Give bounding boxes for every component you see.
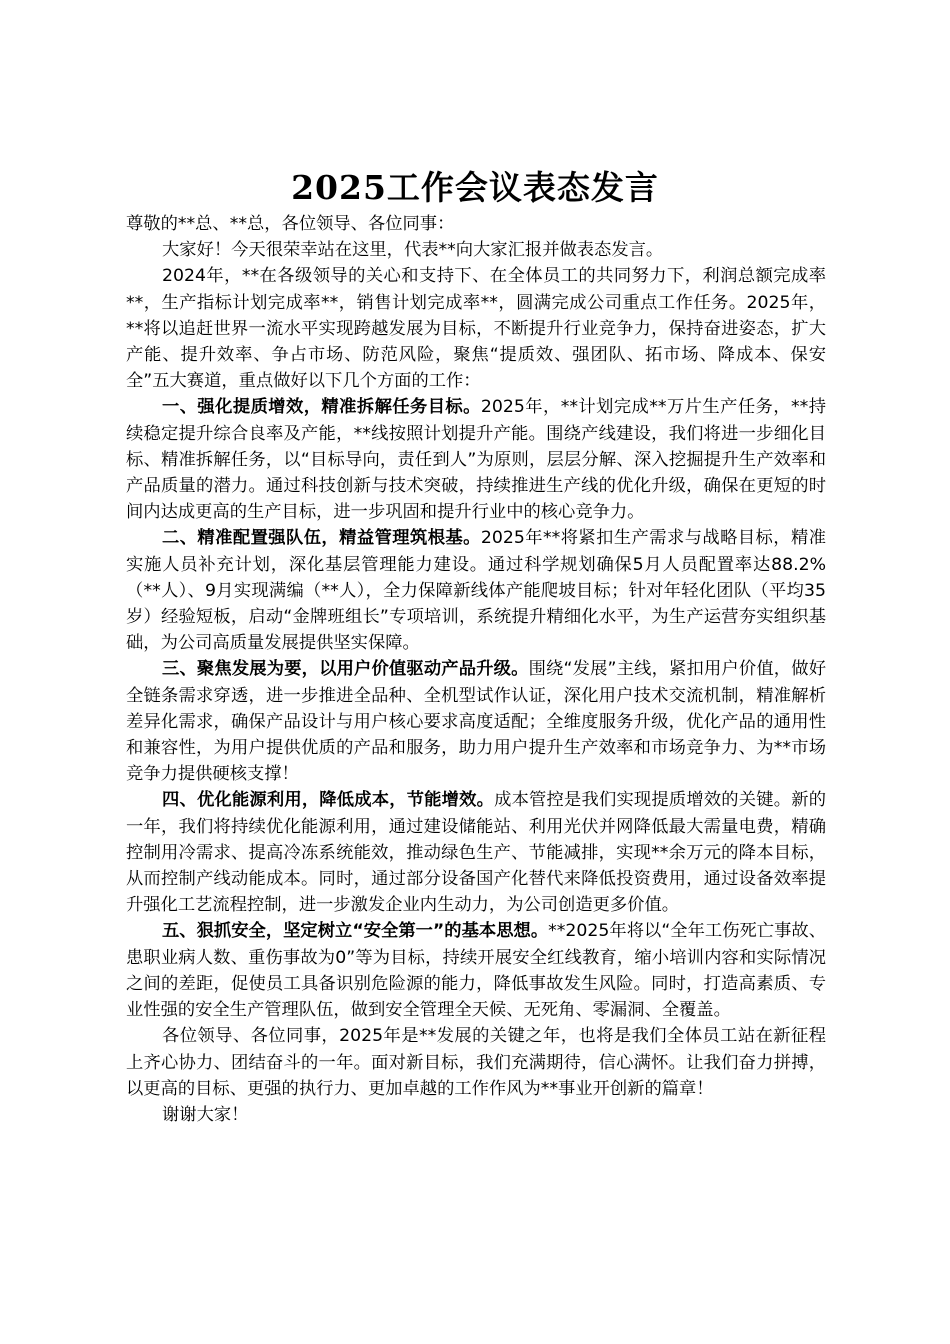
thanks-line: 谢谢大家！ [162, 1104, 249, 1125]
section-text-2: 2025年**将紧扣生产需求与战略目标，精准实施人员补充计划，深化基层管理能力建设。通过科学规划确保5月人员配置率达88.2%（**人）、9月实现满编（**人），全力保障新线体产能爬坡目标；针对年轻化团队（平均35岁）经验短板，启动“金牌班组长”专项培训，系统提升精细化水平，为生产运营夯实组织基础，为公司高质量发展提供坚实保障。 [126, 528, 826, 654]
section-paragraph-2 [126, 525, 826, 656]
closing-paragraph: 各位领导、各位同事，2025年是**发展的关键之年，也将是我们全体员工站在新征程上齐心协力、团结奋斗的一年。面对新目标，我们充满期待，信心满怀。让我们奋力拼搏，以更高的目标、更强的执行力、更加卓越的工作作风为**事业开创新的篇章！ [126, 1026, 826, 1099]
opening-paragraph: 大家好！今天很荣幸站在这里，代表**向大家汇报并做表态发言。 [162, 240, 664, 261]
section-paragraph-3 [126, 656, 826, 787]
section-text-3: 围绕“发展”主线，紧扣用户价值，做好全链条需求穿透，进一步推进全品种、全机型试作认证，深化用户技术交流机制，精准解析差异化需求，确保产品设计与用户核心要求高度适配；全维度服务升级，优化产品的通用性和兼容性，为用户提供优质的产品和服务，助力用户提升生产效率和市场竞争力、为**市场竞争力提供硬核支撑！ [126, 659, 826, 785]
section-paragraph-5 [126, 918, 826, 1023]
section-text-4: 成本管控是我们实现提质增效的关键。新的一年，我们将持续优化能源利用，通过建设储能站、利用光伏并网降低最大需量电费，精确控制用冷需求、提高冷冻系统能效，推动绿色生产、节能减排，实现**余万元的降本目标，从而控制产线动能成本。同时，通过部分设备国产化替代来降低投资费用，通过设备效率提升强化工艺流程控制，进一步激发企业内生动力，为公司创造更多价值。 [126, 790, 826, 916]
section-text-5: **2025年将以“全年工伤死亡事故、患职业病人数、重伤事故为0”等为目标，持续开展安全红线教育，缩小培训内容和实际情况之间的差距，促使员工具备识别危险源的能力，降低事故发生风险。同时，打造高素质、专业性强的安全生产管理队伍，做到安全管理全天候、无死角、零漏洞、全覆盖。 [126, 921, 826, 1021]
section-heading-5: 五、狠抓安全，坚定树立“安全第一”的基本思想。 [162, 921, 549, 942]
section-heading-4: 四、优化能源利用，降低成本，节能增效。 [162, 790, 495, 811]
section-heading-3: 三、聚焦发展为要，以用户价值驱动产品升级。 [162, 659, 529, 680]
section-heading-1: 一、强化提质增效，精准拆解任务目标。 [162, 397, 481, 418]
document-title: 2025工作会议表态发言 [291, 168, 659, 207]
document-body [126, 211, 826, 1128]
intro-paragraph: 2024年，**在各级领导的关心和支持下、在全体员工的共同努力下，利润总额完成率**，生产指标计划完成率**，销售计划完成率**，圆满完成公司重点工作任务。2025年，**将以追赶世界一流水平实现跨越发展为目标，不断提升行业竞争力，保持奋进姿态，扩大产能、提升效率、争占市场、防范风险，聚焦“提质效、强团队、拓市场、降成本、保安全”五大赛道，重点做好以下几个方面的工作： [126, 266, 826, 392]
section-text-1: 2025年，**计划完成**万片生产任务，**持续稳定提升综合良率及产能，**线按照计划提升产能。围绕产线建设，我们将进一步细化目标、精准拆解任务，以“目标导向，责任到人”为原则，层层分解、深入挖掘提升生产效率和产品质量的潜力。通过科技创新与技术突破，持续推进生产线的优化升级，确保在更短的时间内达成更高的生产目标，进一步巩固和提升行业中的核心竞争力。 [126, 397, 826, 523]
section-heading-2: 二、精准配置强队伍，精益管理筑根基。 [162, 528, 481, 549]
section-paragraph-4 [126, 787, 826, 918]
salutation: 尊敬的**总、**总，各位领导、各位同事： [126, 214, 455, 234]
section-paragraph-1 [126, 394, 826, 525]
